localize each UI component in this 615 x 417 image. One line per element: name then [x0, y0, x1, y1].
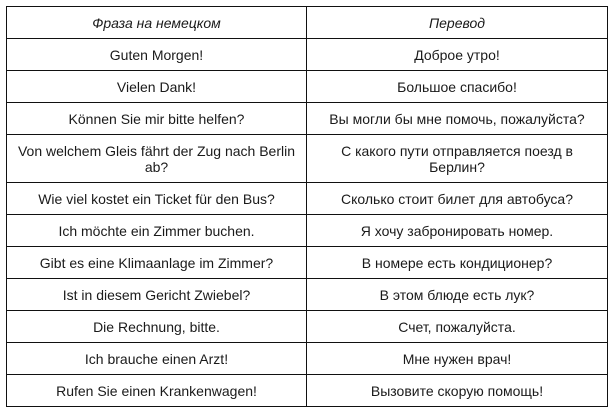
phrase-table	[6, 6, 608, 407]
table-row	[7, 103, 608, 135]
header-row	[7, 7, 608, 39]
table-row	[7, 343, 608, 375]
german-phrase-cell: Guten Morgen!	[7, 39, 307, 71]
german-phrase-cell: Von welchem Gleis fährt der Zug nach Berlin ab?	[7, 135, 307, 183]
translation-cell: С какого пути отправляется поезд в Берлин?	[307, 135, 608, 183]
translation-cell: Доброе утро!	[307, 39, 608, 71]
german-phrase-cell: Ich brauche einen Arzt!	[7, 343, 307, 375]
header-translation: Перевод	[307, 7, 608, 39]
german-phrase-cell: Die Rechnung, bitte.	[7, 311, 307, 343]
german-phrase-cell: Wie viel kostet ein Ticket für den Bus?	[7, 183, 307, 215]
german-phrase-cell: Vielen Dank!	[7, 71, 307, 103]
translation-cell: Сколько стоит билет для автобуса?	[307, 183, 608, 215]
table-row	[7, 183, 608, 215]
table-row	[7, 247, 608, 279]
german-phrase-cell: Können Sie mir bitte helfen?	[7, 103, 307, 135]
header-german-phrase: Фраза на немецком	[7, 7, 307, 39]
translation-cell: В номере есть кондиционер?	[307, 247, 608, 279]
german-phrase-cell: Ich möchte ein Zimmer buchen.	[7, 215, 307, 247]
table-row	[7, 71, 608, 103]
german-phrase-cell: Rufen Sie einen Krankenwagen!	[7, 375, 307, 407]
translation-cell: Вызовите скорую помощь!	[307, 375, 608, 407]
translation-cell: Вы могли бы мне помочь, пожалуйста?	[307, 103, 608, 135]
translation-cell: Большое спасибо!	[307, 71, 608, 103]
table-row	[7, 375, 608, 407]
translation-cell: Мне нужен врач!	[307, 343, 608, 375]
translation-cell: Счет, пожалуйста.	[307, 311, 608, 343]
table-row	[7, 311, 608, 343]
german-phrase-cell: Ist in diesem Gericht Zwiebel?	[7, 279, 307, 311]
german-phrase-cell: Gibt es eine Klimaanlage im Zimmer?	[7, 247, 307, 279]
table-row	[7, 135, 608, 183]
translation-cell: Я хочу забронировать номер.	[307, 215, 608, 247]
table-row	[7, 215, 608, 247]
table-row	[7, 39, 608, 71]
translation-cell: В этом блюде есть лук?	[307, 279, 608, 311]
table-row	[7, 279, 608, 311]
